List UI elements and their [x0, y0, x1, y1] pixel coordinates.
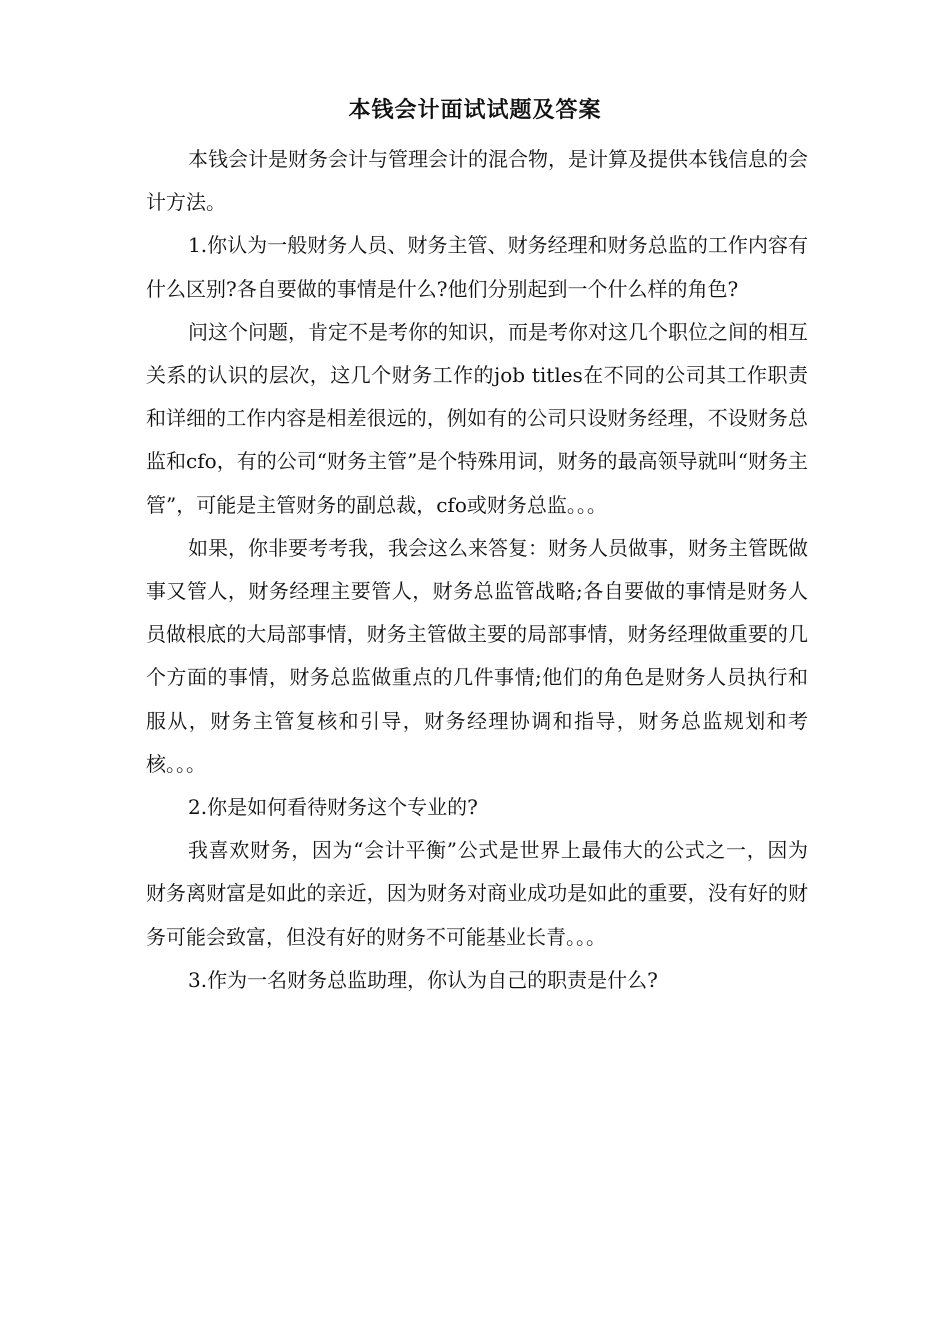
paragraph-intro: 本钱会计是财务会计与管理会计的混合物，是计算及提供本钱信息的会计方法。 [146, 147, 808, 215]
document-body [146, 138, 808, 1002]
document-title: 本钱会计面试试题及答案 [348, 97, 602, 123]
question-3: 3.作为一名财务总监助理，你认为自己的职责是什么? [188, 967, 658, 992]
answer-1-part-1: 问这个问题，肯定不是考你的知识，而是考你对这几个职位之间的相互关系的认识的层次，这几个财务工作的job titles在不同的公司其工作职责和详细的工作内容是相差很远的，例如有的公司只设财务经理，不设财务总监和cfo，有的公司“财务主管”是个特殊用词，财务的最高领导就叫“财务主管”，可能是主管财务的副总裁，cfo或财务总监。。。 [146, 319, 808, 517]
answer-1-part-2: 如果，你非要考考我，我会这么来答复：财务人员做事，财务主管既做事又管人，财务经理主要管人，财务总监管战略;各自要做的事情是财务人员做根底的大局部事情，财务主管做主要的局部事情，财务经理做重要的几个方面的事情，财务总监做重点的几件事情;他们的角色是财务人员执行和服从，财务主管复核和引导，财务经理协调和指导，财务总监规划和考核。。。 [146, 535, 808, 776]
question-1: 1.你认为一般财务人员、财务主管、财务经理和财务总监的工作内容有什么区别?各自要做的事情是什么?他们分别起到一个什么样的角色? [146, 233, 808, 301]
question-2: 2.你是如何看待财务这个专业的? [188, 795, 478, 820]
answer-2: 我喜欢财务，因为“会计平衡”公式是世界上最伟大的公式之一，因为财务离财富是如此的亲近，因为财务对商业成功是如此的重要，没有好的财务可能会致富，但没有好的财务不可能基业长青。。。 [146, 838, 808, 949]
